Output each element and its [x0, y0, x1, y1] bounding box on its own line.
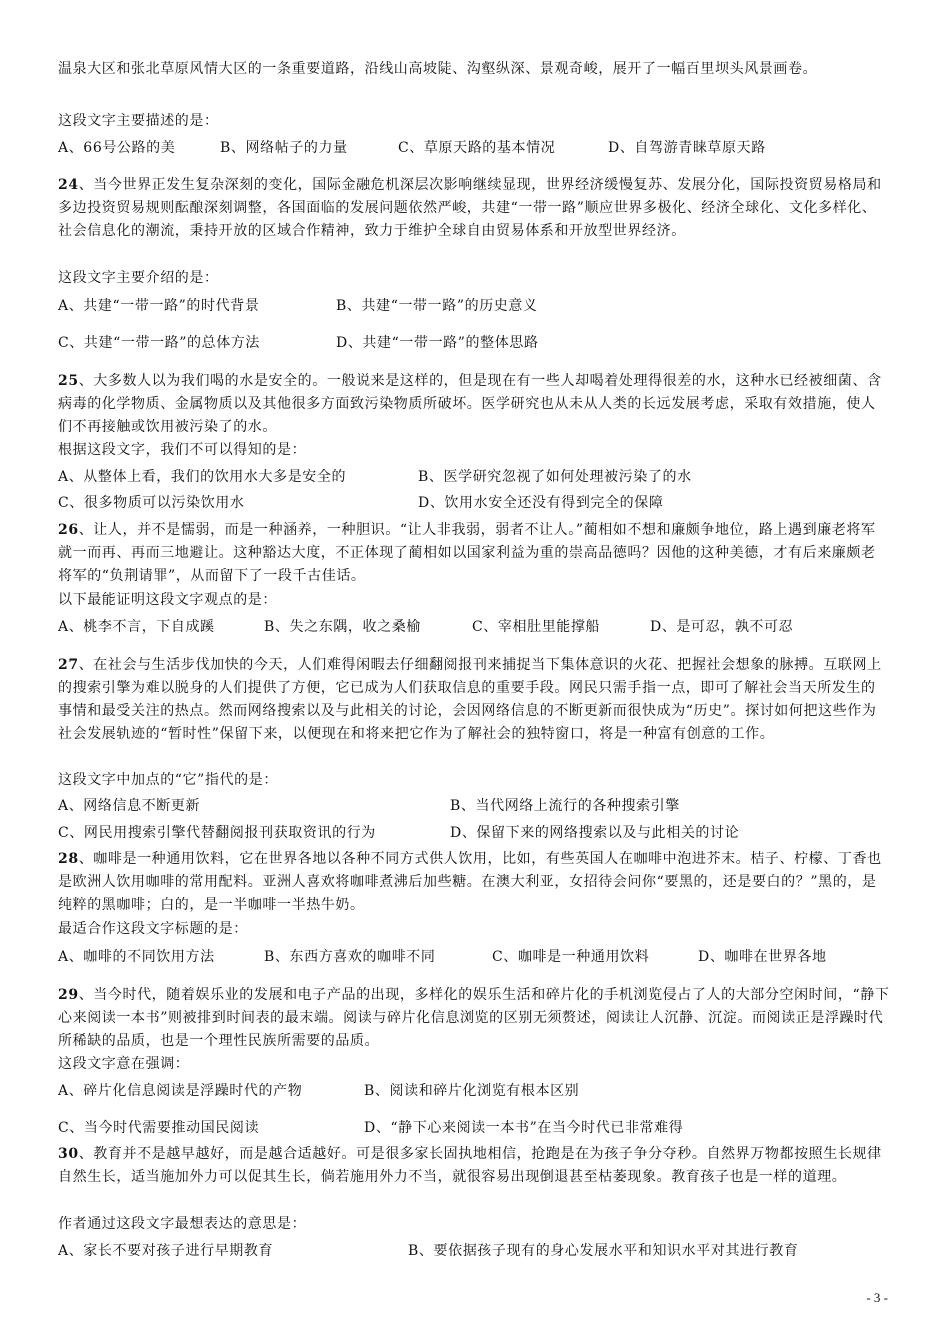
q28-number: 28 — [58, 851, 79, 867]
q27-option-a: A、网络信息不断更新 — [58, 798, 201, 814]
q26-option-d: D、是可忍，孰不可忍 — [650, 619, 794, 635]
q24-passage — [58, 174, 890, 243]
q29-passage — [58, 984, 890, 1053]
q25-option-c: C、很多物质可以污染饮用水 — [58, 495, 245, 511]
q23-option-d: D、自驾游青睐草原天路 — [608, 140, 766, 156]
q29-text: 、当今时代，随着娱乐业的发展和电子产品的出现，多样化的娱乐生活和碎片化的手机浏览侵占了人的大部分空闲时间，“静下心来阅读一本书”则被排到时间表的最末端。阅读与碎片化信息浏览的区别无须赘述，阅读让人沉静、沉淀。而阅读正是浮躁时代所稀缺的品质，也是一个理性民族所需要的品质。 — [58, 987, 890, 1049]
q29-options-row2 — [58, 1117, 898, 1140]
q30-option-b: B、要依据孩子现有的身心发展水平和知识水平对其进行教育 — [408, 1243, 799, 1259]
q27-option-b: B、当代网络上流行的各种搜索引擎 — [450, 798, 680, 814]
q29-option-b: B、阅读和碎片化浏览有根本区别 — [364, 1083, 580, 1099]
q25-option-a: A、从整体上看，我们的饮用水大多是安全的 — [58, 469, 347, 485]
q27-text: 、在社会与生活步伐加快的今天，人们难得闲暇去仔细翻阅报刊来捕捉当下集体意识的火花、把握社会想象的脉搏。互联网上的搜索引擎为难以脱身的人们提供了方便，它已成为人们获取信息的重要手段。网民只需手指一点，即可了解社会当天所发生的事情和最受关注的热点。然而网络搜索以及与此相关的讨论，会因网络信息的不断更新而很快成为“历史”。探讨如何把这些作为社会发展轨迹的“暂时性”保留下来，以便现在和将来把它作为了解社会的独特窗口，将是一种富有创意的工作。 — [58, 657, 882, 742]
q23-option-a: A、66号公路的美 — [58, 140, 176, 156]
q28-option-a: A、咖啡的不同饮用方法 — [58, 949, 215, 965]
q25-stem: 根据这段文字，我们不可以得知的是： — [58, 442, 307, 458]
q27-option-d: D、保留下来的网络搜索以及与此相关的讨论 — [450, 825, 740, 841]
q25-options-row1 — [58, 466, 898, 489]
q30-number: 30 — [58, 1146, 79, 1162]
q28-stem: 最适合作这段文字标题的是： — [58, 921, 248, 937]
q30-option-a: A、家长不要对孩子进行早期教育 — [58, 1243, 274, 1259]
q26-passage — [58, 519, 890, 588]
q27-option-c: C、网民用搜索引擎代替翻阅报刊获取资讯的行为 — [58, 825, 376, 841]
q25-text: 、大多数人以为我们喝的水是安全的。一般说来是这样的，但是现在有一些人却喝着处理得很差的水，这种水已经被细菌、含病毒的化学物质、金属物质以及其他很多方面致污染物质所破坏。医学研究也从未从人类的长远发展考虑，采取有效措施，使人们不再接触或饮用被污染了的水。 — [58, 373, 882, 435]
q23-option-c: C、草原天路的基本情况 — [398, 140, 556, 156]
q29-options-row1 — [58, 1080, 898, 1103]
q28-options — [58, 946, 898, 969]
q25-option-d: D、饮用水安全还没有得到完全的保障 — [418, 495, 664, 511]
q26-option-a: A、桃李不言，下自成蹊 — [58, 619, 215, 635]
q30-options — [58, 1240, 898, 1263]
q24-options-row2 — [58, 332, 898, 355]
q26-options — [58, 616, 898, 639]
q24-number: 24 — [58, 177, 79, 193]
q27-passage — [58, 654, 890, 746]
q29-option-a: A、碎片化信息阅读是浮躁时代的产物 — [58, 1083, 303, 1099]
q26-text: 、让人，并不是懦弱，而是一种涵养，一种胆识。“让人非我弱，弱者不让人。”蔺相如不想和廉颇争地位，路上遇到廉老将军就一而再、再而三地避让。这种豁达大度，不正体现了蔺相如以国家利益为重的崇高品德吗？因他的这种美德，才有后来廉颇老将军的“负荆请罪”，从而留下了一段千古佳话。 — [58, 522, 876, 584]
q25-passage — [58, 370, 890, 439]
q25-option-b: B、医学研究忽视了如何处理被污染了的水 — [418, 469, 692, 485]
q30-passage — [58, 1143, 890, 1189]
q29-option-d: D、“静下心来阅读一本书”在当今时代已非常难得 — [364, 1120, 684, 1136]
q24-options-row1 — [58, 295, 898, 318]
q27-options-row1 — [58, 795, 898, 818]
q30-text: 、教育并不是越早越好，而是越合适越好。可是很多家长固执地相信，抢跑是在为孩子争分夺秒。自然界万物都按照生长规律自然生长，适当施加外力可以促其生长，倘若施用外力不当，就很容易出现倒退甚至枯萎现象。教育孩子也是一样的道理。 — [58, 1146, 882, 1185]
q26-stem: 以下最能证明这段文字观点的是： — [58, 592, 277, 608]
page-number: - 3 - — [866, 1290, 888, 1305]
q23-passage-tail: 温泉大区和张北草原风情大区的一条重要道路，沿线山高坡陡、沟壑纵深、景观奇峻，展开了一幅百里坝头风景画卷。 — [58, 61, 818, 77]
q29-number: 29 — [58, 987, 79, 1003]
q24-option-a: A、共建“一带一路”的时代背景 — [58, 298, 260, 314]
q30-stem: 作者通过这段文字最想表达的意思是： — [58, 1216, 307, 1232]
q24-stem: 这段文字主要介绍的是： — [58, 270, 219, 286]
q27-options-row2 — [58, 822, 898, 845]
q23-stem: 这段文字主要描述的是： — [58, 113, 219, 129]
q28-text: 、咖啡是一种通用饮料，它在世界各地以各种不同方式供人饮用，比如，有些英国人在咖啡中泡进芥末。桔子、柠檬、丁香也是欧洲人饮用咖啡的常用配料。亚洲人喜欢将咖啡煮沸后加些糖。在澳大利亚，女招待会问你“要黑的，还是要白的？”黑的，是纯粹的黑咖啡；白的，是一半咖啡一半热牛奶。 — [58, 851, 882, 913]
q28-option-c: C、咖啡是一种通用饮料 — [492, 949, 650, 965]
q24-option-d: D、共建“一带一路”的整体思路 — [336, 335, 539, 351]
q28-option-b: B、东西方喜欢的咖啡不同 — [264, 949, 436, 965]
q23-option-b: B、网络帖子的力量 — [220, 140, 348, 156]
q24-text: 、当今世界正发生复杂深刻的变化，国际金融危机深层次影响继续显现，世界经济缓慢复苏、发展分化，国际投资贸易格局和多边投资贸易规则酝酿深刻调整，各国面临的发展问题依然严峻，共建“一带一路”顺应世界多极化、经济全球化、文化多样化、社会信息化的潮流，秉持开放的区域合作精神，致力于维护全球自由贸易体系和开放型世界经济。 — [58, 177, 882, 239]
q29-stem: 这段文字意在强调： — [58, 1056, 190, 1072]
q26-option-c: C、宰相肚里能撑船 — [472, 619, 601, 635]
q24-option-c: C、共建“一带一路”的总体方法 — [58, 335, 261, 351]
q26-number: 26 — [58, 522, 79, 538]
q26-option-b: B、失之东隅，收之桑榆 — [264, 619, 421, 635]
q28-passage — [58, 848, 890, 917]
q25-options-row2 — [58, 492, 898, 515]
q27-stem: 这段文字中加点的“它”指代的是： — [58, 772, 278, 788]
q24-option-b: B、共建“一带一路”的历史意义 — [336, 298, 538, 314]
q27-number: 27 — [58, 657, 79, 673]
q25-number: 25 — [58, 373, 79, 389]
q29-option-c: C、当今时代需要推动国民阅读 — [58, 1120, 260, 1136]
q28-option-d: D、咖啡在世界各地 — [698, 949, 827, 965]
q23-options — [58, 137, 898, 160]
